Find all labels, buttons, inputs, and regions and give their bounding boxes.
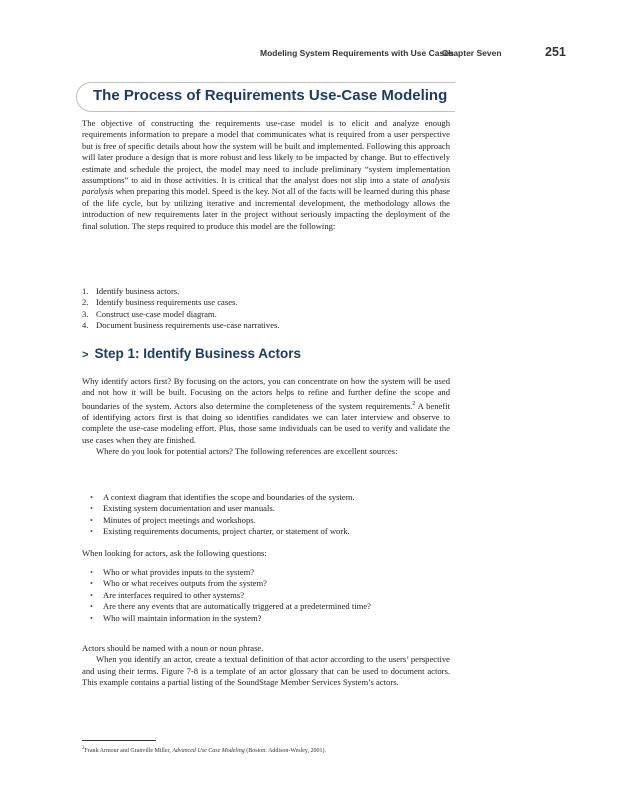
intro-text: The objective of constructing the requirements use-case model is to elicit and analyze enough requirements information to prepare a model that communicates what is required from a user perspective but is free of specific details about how the system will be built and implemented. Following this approach will later produce a design that is more robust and less likely to be impacted by change. But to effectively estimate and schedule the project, the model may need to include preliminary “system implementation assumptions” to aid in those activities. It is critical that the analyst does not slip into a state of	[82, 118, 450, 186]
footnote-ref: 2	[412, 400, 416, 407]
list-item: 4. Document business requirements use-case narratives.	[82, 320, 280, 331]
list-item: • Minutes of project meetings and workshops.	[90, 514, 256, 525]
list-item: 2. Identify business requirements use cases.	[82, 297, 238, 308]
questions-list	[90, 567, 445, 624]
page-number: 251	[545, 45, 566, 59]
step1-paragraph: Why identify actors first? By focusing on the actors, you can concentrate on how the system will be used and not how it will be built. Focusing on the actors helps to refine and further define the scope and boundaries of the system. Actors also determine the completeness of the system requirements.$^2$ A benefit of identifying actors first is that doing so identifies candidates we can later interview and observe to complete the use-case modeling effort. Plus, those same individuals can be used to verify and validate the use cases when they are finished. Where do you look for potential actors? The following references are excellent sources:	[82, 376, 450, 457]
list-item: • Existing requirements documents, project charter, or statement of work.	[90, 526, 350, 537]
footnote: $^2$Frank Armour and Granville Miller, Advanced Use Case Modeling (Boston: Addison-Wesley, 2001).	[82, 746, 327, 754]
footnote-rule	[82, 740, 156, 741]
list-item: • A context diagram that identifies the scope and boundaries of the system.	[90, 492, 355, 502]
list-item: • Who or what provides inputs to the system?	[90, 567, 255, 577]
step-heading	[82, 346, 301, 361]
running-head-title: Modeling System Requirements with Use Cases	[260, 48, 454, 58]
naming-line: Actors should be named with a noun or noun phrase.	[82, 643, 264, 653]
list-item: • Who will maintain information in the system?	[90, 612, 262, 623]
list-item: 1. Identify business actors.	[82, 286, 180, 296]
list-item: • Existing system documentation and user manuals.	[90, 503, 275, 514]
list-item: • Are there any events that are automatically triggered at a predetermined time?	[90, 601, 371, 612]
closing-paragraph	[82, 643, 450, 689]
running-head	[200, 42, 580, 62]
step-heading-text: Step 1: Identify Business Actors	[94, 346, 301, 361]
steps-list	[82, 286, 442, 332]
list-item: • Who or what receives outputs from the system?	[90, 578, 267, 589]
intro-paragraph	[82, 118, 450, 232]
running-head-chapter: Chapter Seven	[442, 48, 502, 58]
list-item: 3. Construct use-case model diagram.	[82, 308, 217, 319]
section-title: The Process of Requirements Use-Case Modeling	[93, 87, 448, 104]
questions-intro: When looking for actors, ask the following questions:	[82, 548, 267, 558]
sources-intro: Where do you look for potential actors? The following references are excellent sources:	[96, 446, 398, 457]
sources-list	[90, 492, 445, 538]
intro-text-end: when preparing this model. Speed is the key. Not all of the facts will be learned during this phase of the life cycle, but by utilizing iterative and incremental development, the methodology allows the introduction of new requirements later in the project without seriously impacting the deployment of the final solution. The steps required to produce this model are the following:	[82, 186, 450, 231]
footnote-marker: 2	[82, 746, 85, 751]
closing-text: When you identify an actor, create a textual definition of that actor according to the users’ perspective and using their terms. Figure 7-8 is a template of an actor glossary that can be used to document actors. This example contains a partial listing of the SoundStage Member Services System’s actors.	[82, 654, 450, 688]
list-item: • Are interfaces required to other systems?	[90, 589, 245, 600]
arrow-icon: >	[82, 349, 89, 361]
intro-emphasis: analysis paralysis	[82, 175, 450, 197]
